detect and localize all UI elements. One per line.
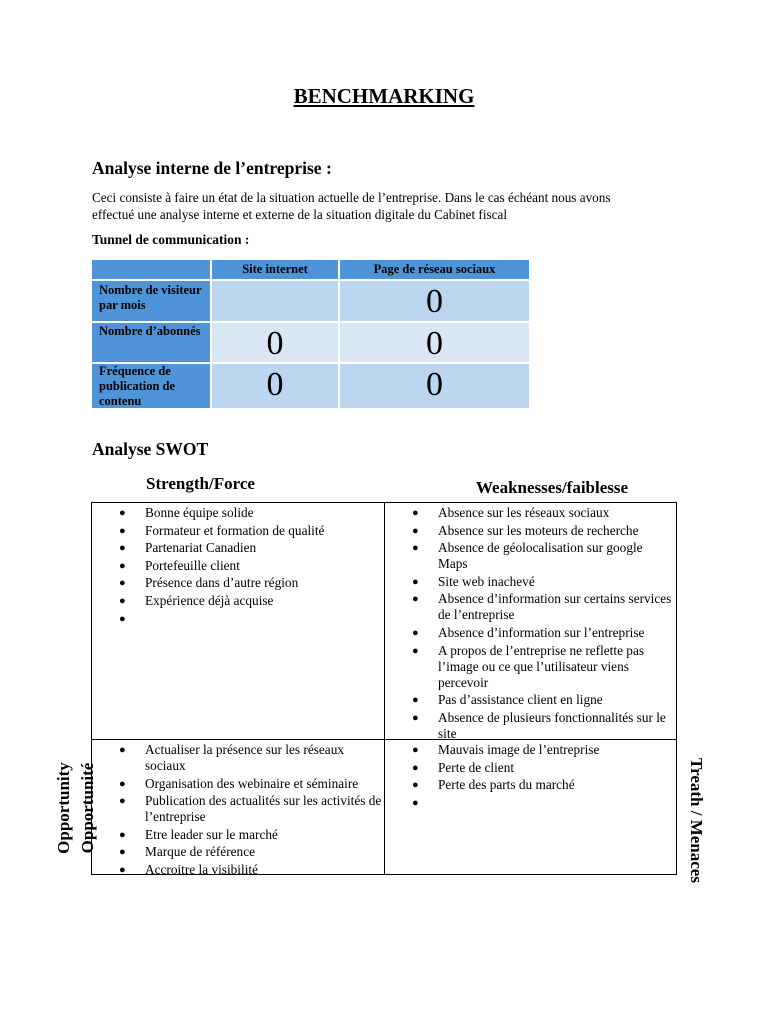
list-item bbox=[92, 523, 384, 539]
list-item bbox=[385, 574, 675, 590]
table-header-site: Site internet bbox=[211, 259, 339, 280]
opportunity-label-fr: Opportunité bbox=[78, 762, 97, 854]
list-item bbox=[385, 523, 675, 539]
list-item-text: Mauvais image de l’entreprise bbox=[438, 742, 600, 757]
list-item-text: Absence sur les moteurs de recherche bbox=[438, 522, 639, 538]
section-heading-swot: Analyse SWOT bbox=[92, 439, 209, 459]
list-item bbox=[385, 692, 675, 708]
list-item bbox=[92, 505, 384, 521]
list-item-text: Site web inachevé bbox=[438, 573, 535, 589]
bullet-icon: ● bbox=[119, 577, 126, 590]
bullet-icon: ● bbox=[412, 575, 419, 588]
list-item bbox=[92, 793, 384, 825]
bullet-icon: ● bbox=[119, 744, 126, 756]
list-item bbox=[385, 795, 675, 811]
list-item-text: Présence dans d’autre région bbox=[145, 575, 299, 591]
list-item-text: Organisation des webinaire et séminaire bbox=[145, 775, 359, 791]
intro-paragraph bbox=[92, 189, 672, 223]
list-item-text: Bonne équipe solide bbox=[145, 505, 254, 520]
bullet-icon: ● bbox=[119, 594, 126, 607]
list-item-text: Partenariat Canadien bbox=[145, 540, 257, 556]
intro-line-2: effectué une analyse interne et externe de la situation digitale du Cabinet fiscal bbox=[92, 207, 507, 222]
bullet-icon: ● bbox=[119, 507, 126, 519]
opportunity-label-en: Opportunity bbox=[54, 762, 73, 854]
table-row-label: Fréquence de publication de contenu bbox=[91, 363, 211, 409]
swot-quadrant-threats bbox=[385, 742, 675, 812]
list-item-text: Actualiser la présence sur les réseaux sociaux bbox=[145, 742, 344, 773]
table-cell-value: 0 bbox=[339, 280, 530, 322]
section-heading-analyse-interne: Analyse interne de l’entreprise : bbox=[92, 158, 332, 178]
list-item bbox=[385, 760, 675, 776]
table-header-social: Page de réseau sociaux bbox=[339, 259, 530, 280]
list-item-text: Accroitre la visibilité bbox=[145, 861, 258, 877]
bullet-icon: ● bbox=[119, 795, 126, 808]
bullet-icon: ● bbox=[412, 779, 419, 792]
bullet-icon: ● bbox=[119, 612, 126, 625]
strength-title: Strength/Force bbox=[146, 474, 255, 493]
list-item bbox=[92, 540, 384, 556]
list-item-text: Marque de référence bbox=[145, 844, 255, 860]
list-item-text: Absence de plusieurs fonctionnalités sur le site bbox=[438, 709, 666, 741]
list-item bbox=[92, 575, 384, 591]
list-item bbox=[385, 710, 675, 742]
threat-label: Treath / Menaces bbox=[687, 758, 706, 883]
bullet-icon: ● bbox=[119, 777, 126, 790]
table-cell-value: 0 bbox=[339, 363, 530, 409]
table-cell-value: 0 bbox=[211, 322, 339, 363]
bullet-icon: ● bbox=[412, 744, 419, 756]
list-item bbox=[92, 742, 384, 774]
list-item-text: Absence de géolocalisation sur google Maps bbox=[438, 540, 643, 572]
bullet-icon: ● bbox=[412, 796, 419, 809]
list-item-text: Perte de client bbox=[438, 759, 515, 775]
swot-quadrant-weaknesses bbox=[385, 505, 675, 743]
list-item bbox=[385, 505, 675, 521]
list-item-text: Expérience déjà acquise bbox=[145, 592, 274, 608]
table-cell-value bbox=[211, 280, 339, 322]
bullet-icon: ● bbox=[412, 626, 419, 639]
bullet-icon: ● bbox=[412, 761, 419, 774]
bullet-icon: ● bbox=[412, 694, 419, 707]
list-item bbox=[92, 593, 384, 609]
bullet-icon: ● bbox=[412, 507, 419, 519]
page-title: BENCHMARKING bbox=[293, 84, 475, 108]
tunnel-heading: Tunnel de communication : bbox=[92, 232, 250, 247]
bullet-icon: ● bbox=[412, 542, 419, 555]
list-item bbox=[385, 643, 675, 691]
list-item-text: A propos de l’entreprise ne reflette pas l’image ou ce que l’utilisateur viens percevoir bbox=[438, 642, 645, 690]
bullet-icon: ● bbox=[119, 524, 126, 537]
bullet-icon: ● bbox=[412, 644, 419, 657]
list-item bbox=[92, 862, 384, 878]
list-item bbox=[92, 611, 384, 627]
list-item bbox=[385, 591, 675, 623]
bullet-icon: ● bbox=[119, 846, 126, 859]
list-item bbox=[92, 558, 384, 574]
bullet-icon: ● bbox=[119, 828, 126, 841]
bullet-icon: ● bbox=[412, 711, 419, 724]
list-item-text: Etre leader sur le marché bbox=[145, 826, 278, 842]
list-item bbox=[385, 625, 675, 641]
list-item bbox=[385, 777, 675, 793]
list-item bbox=[92, 844, 384, 860]
table-cell-value: 0 bbox=[339, 322, 530, 363]
bullet-icon: ● bbox=[412, 593, 419, 606]
list-item-text: Absence d’information sur l’entreprise bbox=[438, 624, 645, 640]
table-cell-value: 0 bbox=[211, 363, 339, 409]
table-row-label: Nombre de visiteur par mois bbox=[91, 280, 211, 322]
intro-line-1: Ceci consiste à faire un état de la situation actuelle de l’entreprise. Dans le cas échéant nous avons bbox=[92, 190, 611, 205]
swot-grid bbox=[91, 502, 677, 875]
list-item-text: Pas d’assistance client en ligne bbox=[438, 692, 603, 708]
list-item-text: Formateur et formation de qualité bbox=[145, 522, 325, 538]
table-header-empty bbox=[91, 259, 211, 280]
list-item-text: Publication des actualités sur les activités de l’entreprise bbox=[145, 793, 382, 825]
swot-quadrant-opportunities bbox=[92, 742, 384, 880]
list-item-text: Absence d’information sur certains services de l’entreprise bbox=[438, 591, 672, 623]
list-item bbox=[92, 827, 384, 843]
list-item bbox=[385, 540, 675, 572]
list-item bbox=[385, 742, 675, 758]
communication-table bbox=[91, 259, 530, 409]
table-row-label: Nombre d’abonnés bbox=[91, 322, 211, 363]
list-item-text: Absence sur les réseaux sociaux bbox=[438, 505, 610, 520]
list-item bbox=[92, 776, 384, 792]
bullet-icon: ● bbox=[119, 559, 126, 572]
list-item-text: Portefeuille client bbox=[145, 557, 240, 573]
bullet-icon: ● bbox=[119, 863, 126, 876]
bullet-icon: ● bbox=[119, 542, 126, 555]
list-item-text: Perte des parts du marché bbox=[438, 777, 575, 793]
weakness-title: Weaknesses/faiblesse bbox=[476, 478, 629, 497]
bullet-icon: ● bbox=[412, 524, 419, 537]
swot-quadrant-strengths bbox=[92, 505, 384, 628]
